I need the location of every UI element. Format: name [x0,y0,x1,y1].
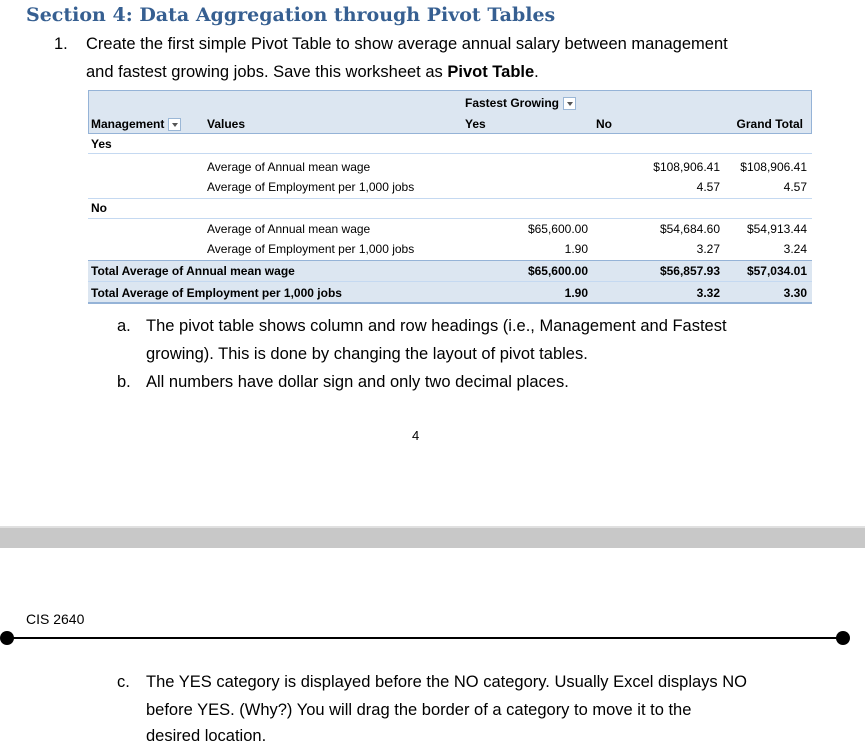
note-a-line2: growing). This is done by changing the layout of pivot tables. [146,345,588,363]
values-header: Values [207,117,246,131]
pivot-table[interactable] [88,90,812,305]
totals-divider [88,281,812,282]
cell-yes: 1.90 [564,242,588,256]
cell-total: 3.24 [783,242,807,256]
chevron-down-icon[interactable] [563,97,576,110]
row-label: Average of Employment per 1,000 jobs [207,180,415,194]
row-field-header[interactable] [91,114,181,134]
group-label-yes: Yes [91,137,112,151]
col-yes-header: Yes [465,117,486,131]
cell-total: 4.57 [783,180,807,194]
cell-no: 4.57 [696,180,720,194]
rule-endpoint-right [836,631,850,645]
total-row-label: Total Average of Employment per 1,000 jobs [91,286,342,300]
total-cell-total: $57,034.01 [746,264,807,278]
note-b-marker: b. [117,373,131,391]
chevron-down-icon[interactable] [168,118,181,131]
total-cell-no: 3.32 [696,286,720,300]
note-c-line2: before YES. (Why?) You will drag the border of a category to move it to the [146,701,692,719]
col-no-header: No [596,117,612,131]
note-a-marker: a. [117,317,131,335]
col-field-header[interactable] [465,93,576,113]
header-course-label: CIS 2640 [26,611,85,627]
item1-line2-bold: Pivot Table [447,63,535,81]
cell-total: $108,906.41 [740,160,807,174]
total-cell-no: $56,857.93 [659,264,720,278]
cell-no: 3.27 [696,242,720,256]
total-cell-yes: $65,600.00 [527,264,588,278]
item1-line2-prefix: and fastest growing jobs. Save this worksheet as [86,63,448,81]
cell-no: $54,684.60 [659,222,720,236]
note-b-line1: All numbers have dollar sign and only two decimal places. [146,373,569,391]
group-row-band [88,134,812,154]
item1-line2 [86,58,539,86]
rule-endpoint-left [0,631,14,645]
note-c-line3: desired location. [146,727,267,745]
row-field-label: Management [91,117,165,131]
total-cell-total: 3.30 [783,286,807,300]
item1-number: 1. [54,35,68,53]
row-label: Average of Employment per 1,000 jobs [207,242,415,256]
row-label: Average of Annual mean wage [207,160,371,174]
col-field-label: Fastest Growing [465,96,560,110]
group-divider [88,198,812,199]
col-total-header: Grand Total [736,117,803,131]
cell-yes: $65,600.00 [527,222,588,236]
total-cell-yes: 1.90 [564,286,588,300]
row-label: Average of Annual mean wage [207,222,371,236]
note-c-marker: c. [117,673,130,691]
item1-line2-suffix: . [534,63,539,81]
group-label-no: No [91,201,107,215]
note-a-line1: The pivot table shows column and row headings (i.e., Management and Fastest [146,317,727,335]
cell-no: $108,906.41 [653,160,720,174]
page-gap [0,528,865,548]
note-c-line1: The YES category is displayed before the NO category. Usually Excel displays NO [146,673,748,691]
item1-line1: Create the first simple Pivot Table to show average annual salary between management [86,35,728,53]
section-title: Section 4: Data Aggregation through Pivot Tables [26,4,556,26]
total-row-label: Total Average of Annual mean wage [91,264,295,278]
cell-total: $54,913.44 [746,222,807,236]
page-number: 4 [412,428,420,443]
header-rule [6,637,844,639]
